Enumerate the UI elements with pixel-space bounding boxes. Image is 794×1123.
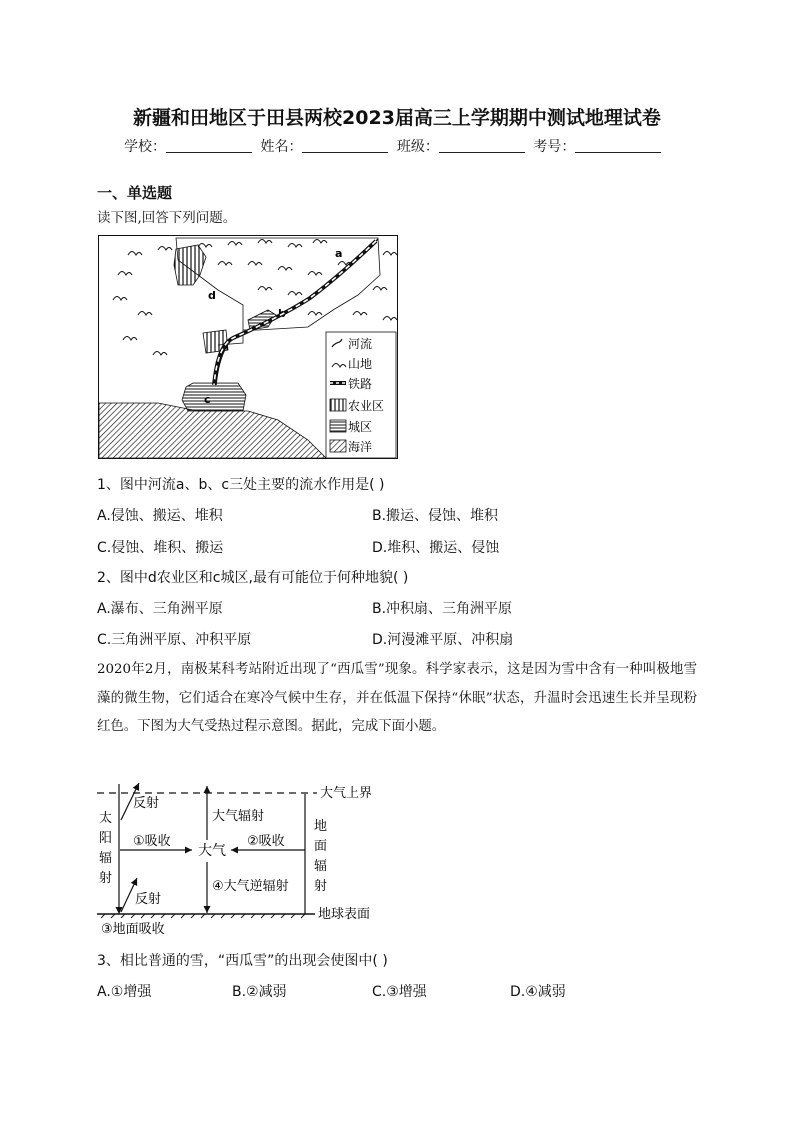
- label-atm-radiation: 大气辐射: [212, 809, 265, 824]
- label-top-boundary: 大气上界: [320, 786, 373, 801]
- label-counter-radiation: ④大气逆辐射: [212, 879, 289, 894]
- student-info-line: [124, 136, 684, 156]
- number-label: 考号：: [533, 139, 576, 155]
- map-label-d: d: [208, 289, 216, 302]
- section-heading: 一、单选题: [97, 184, 173, 202]
- label-reflect-ground: 反射: [135, 892, 162, 907]
- question-3-option-d[interactable]: D.④减弱: [510, 984, 566, 1000]
- question-1-option-b[interactable]: B.搬运、侵蚀、堆积: [372, 508, 499, 524]
- label-ground-2: 面: [314, 839, 328, 854]
- label-solar-3: 辐: [99, 851, 113, 866]
- question-3-option-b[interactable]: B.②减弱: [232, 984, 287, 1000]
- map-label-b: b: [278, 307, 286, 320]
- reading-passage: 2020年2月，南极某科考站附近出现了“西瓜雪”现象。科学家表示，这是因为雪中含有一种叫极地雪藻的微生物，它们适合在寒冷气候中生存，并在低温下保持“休眠”状态，升温时会迅速生长并呈现粉红色。下图为大气受热过程示意图。据此，完成下面小题。: [97, 662, 697, 734]
- label-atmosphere: 大气: [198, 843, 226, 859]
- label-absorb-2: ②吸收: [247, 834, 285, 849]
- question-1-option-c[interactable]: C.侵蚀、堆积、搬运: [97, 540, 224, 556]
- question-2-stem: 2、图中d农业区和c城区,最有可能位于何种地貌( ): [97, 570, 409, 586]
- map-label-a: a: [335, 247, 343, 260]
- atmosphere-heating-diagram: [95, 780, 395, 938]
- legend-agriculture: 农业区: [348, 399, 385, 413]
- label-earth-surface: 地球表面: [318, 907, 371, 922]
- exam-title: 新疆和田地区于田县两校2023届高三上学期期中测试地理试卷: [133, 107, 661, 129]
- label-solar-1: 太: [99, 811, 113, 826]
- label-absorb-1: ①吸收: [133, 834, 171, 849]
- question-1-option-a[interactable]: A.侵蚀、搬运、堆积: [97, 508, 223, 524]
- intro-text: 读下图,回答下列问题。: [97, 210, 237, 226]
- question-3-option-a[interactable]: A.①增强: [97, 984, 152, 1000]
- label-reflect-top: 反射: [133, 796, 160, 811]
- school-blank[interactable]: [166, 138, 252, 153]
- legend-mountain: 山地: [348, 357, 373, 371]
- label-ground-1: 地: [314, 819, 328, 834]
- class-label: 班级：: [396, 139, 439, 155]
- map-label-c: c: [204, 393, 211, 406]
- question-1-stem: 1、图中河流a、b、c三处主要的流水作用是( ): [97, 477, 385, 493]
- legend-railway: 铁路: [348, 377, 373, 391]
- name-blank[interactable]: [302, 138, 388, 153]
- question-2-option-b[interactable]: B.冲积扇、三角洲平原: [372, 601, 513, 617]
- name-label: 姓名：: [260, 139, 303, 155]
- label-ground-absorb: ③地面吸收: [101, 922, 165, 937]
- question-2-option-a[interactable]: A.瀑布、三角洲平原: [97, 601, 223, 617]
- label-ground-3: 辐: [314, 859, 328, 874]
- river-map-figure: [98, 235, 398, 459]
- legend-city: 城区: [348, 420, 373, 434]
- label-solar-4: 射: [99, 871, 113, 886]
- question-3-stem: 3、相比普通的雪，“西瓜雪”的出现会使图中( ): [97, 953, 388, 969]
- question-3-option-c[interactable]: C.③增强: [372, 984, 427, 1000]
- class-blank[interactable]: [439, 138, 525, 153]
- question-1-option-d[interactable]: D.堆积、搬运、侵蚀: [372, 540, 500, 556]
- legend-ocean: 海洋: [348, 440, 373, 454]
- question-2-option-c[interactable]: C.三角洲平原、冲积平原: [97, 632, 252, 648]
- legend-river: 河流: [348, 337, 373, 351]
- label-solar-2: 阳: [99, 831, 113, 846]
- school-label: 学校：: [124, 139, 166, 155]
- question-2-option-d[interactable]: D.河漫滩平原、冲积扇: [372, 632, 514, 648]
- label-ground-4: 射: [314, 879, 328, 894]
- number-blank[interactable]: [575, 138, 661, 153]
